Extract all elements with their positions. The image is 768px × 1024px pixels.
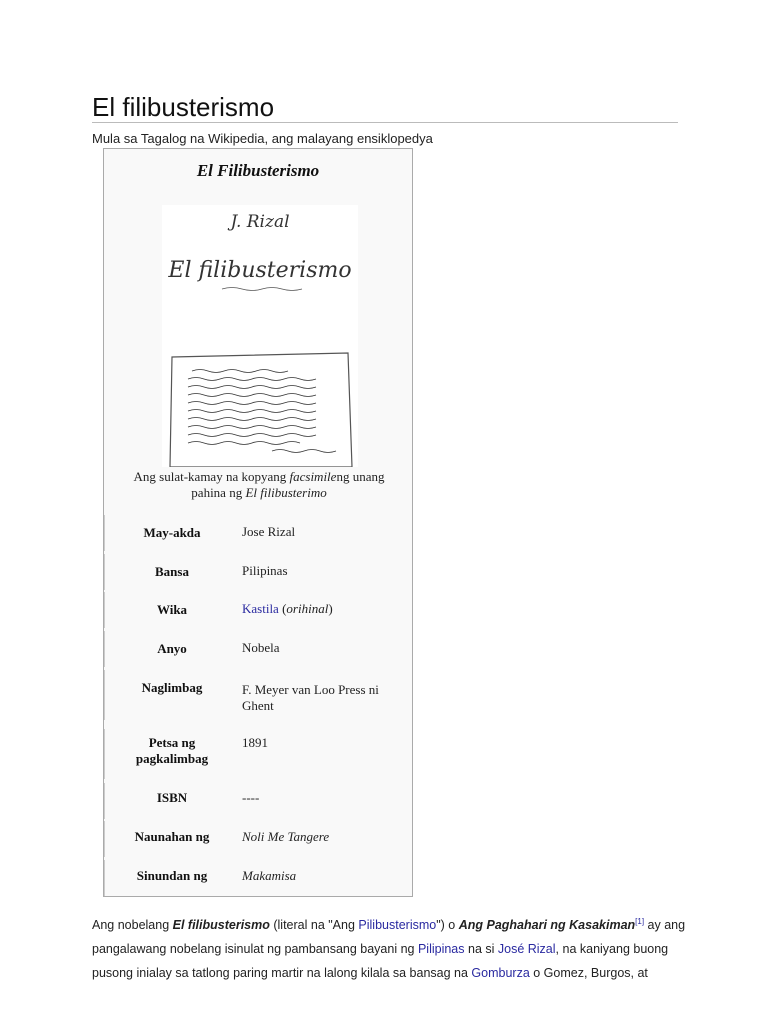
row-label: Petsa ng pagkalimbag [135, 735, 209, 766]
language-note: orihinal [286, 601, 329, 616]
country-link[interactable]: Pilipinas [242, 563, 288, 578]
isbn-label-link[interactable]: ISBN [156, 790, 188, 805]
row-label: Naunahan ng [134, 829, 210, 844]
article-intro [92, 910, 692, 985]
infobox-row-author [104, 515, 412, 551]
pilipinas-link[interactable]: Pilipinas [417, 942, 465, 957]
image-author-text: J. Rizal [230, 212, 290, 232]
row-label: May-akda [143, 525, 201, 540]
infobox-row-isbn [104, 783, 412, 819]
site-tagline: Mula sa Tagalog na Wikipedia, ang malayang ensiklopedya [92, 131, 433, 146]
image-caption: Ang sulat-kamay na kopyang facsimileng unang pahina ng El filibusterimo [133, 469, 385, 500]
jose-rizal-link[interactable]: José Rizal [497, 942, 556, 957]
infobox [103, 148, 413, 897]
preceded-link[interactable]: Noli Me Tangere [242, 829, 330, 844]
genre-link[interactable]: Nobela [242, 640, 280, 655]
followed-link[interactable]: Makamisa [242, 868, 297, 883]
title-divider [92, 122, 678, 123]
language-label-link[interactable]: Wika [156, 602, 188, 617]
infobox-row-publisher [104, 670, 412, 720]
pilibusterismo-link[interactable]: Pilibusterismo [358, 918, 437, 933]
gomburza-link[interactable]: Gomburza [471, 966, 530, 981]
facsimile-image [162, 205, 358, 467]
infobox-row-genre [104, 631, 412, 667]
title-bold: El filibusterismo [172, 918, 270, 933]
alt-title-bold: Ang Paghahari ng Kasakiman [458, 918, 636, 933]
language-value: Kastila (orihinal) [242, 601, 333, 616]
infobox-title: El Filibusterismo [196, 161, 320, 180]
ref-1-link[interactable]: [1] [635, 917, 645, 926]
infobox-row-followed [104, 860, 412, 896]
image-title-text: El filibusterismo [168, 258, 352, 283]
infobox-row-preceded [104, 821, 412, 857]
author-link[interactable]: Jose Rizal [242, 524, 296, 539]
country-label-link[interactable]: Bansa [155, 564, 189, 579]
language-link[interactable]: Kastila [242, 601, 279, 616]
isbn-value: ---- [242, 790, 260, 805]
publisher-label-link[interactable]: Naglimbag [141, 680, 203, 695]
row-label: Anyo [157, 641, 187, 656]
infobox-row-date [104, 729, 412, 779]
date-value: 1891 [242, 735, 268, 750]
infobox-row-country [104, 554, 412, 590]
infobox-row-language [104, 592, 412, 628]
publisher-value: F. Meyer van Loo Press ni Ghent [242, 682, 379, 713]
row-label: Sinundan ng [136, 868, 208, 883]
intro-paragraph: Ang nobelang El filibusterismo (literal na "Ang Pilibusterismo") o Ang Paghahari ng Kasakiman[1] ay ang pangalawang nobelang isinulat ng pambansang bayani ng Pilipinas na si José Rizal, na kaniyang buong pusong inialay sa tatlong paring martir na lalong kilala sa bansag na Gomburza o Gomez, Burgos, at [92, 917, 686, 981]
page-title: El filibusterismo [92, 92, 275, 122]
